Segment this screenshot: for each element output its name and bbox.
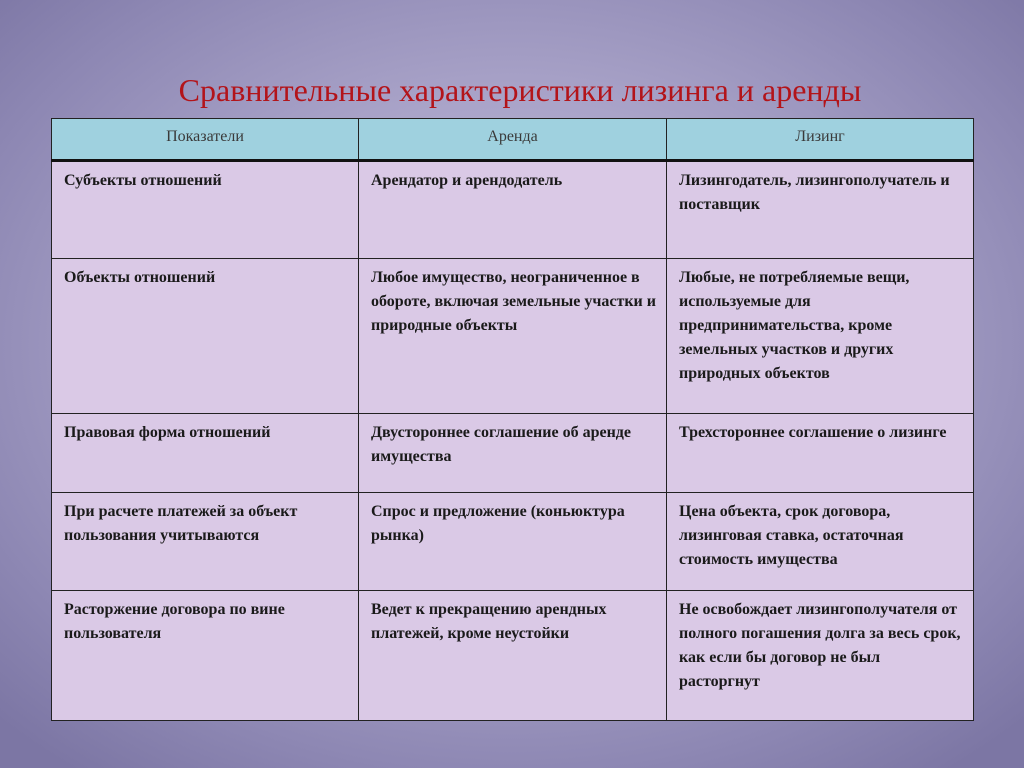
table-row: [52, 414, 974, 493]
rent-cell: Арендатор и арендодатель: [359, 161, 667, 259]
row-label: Расторжение договора по вине пользователя: [52, 591, 359, 721]
row-label: Объекты отношений: [52, 259, 359, 414]
table-row: [52, 259, 974, 414]
row-label: Субъекты отношений: [52, 161, 359, 259]
table-header-row: [52, 119, 974, 161]
slide-title: Сравнительные характеристики лизинга и аренды: [178, 72, 862, 108]
leasing-cell: Любые, не потребляемые вещи, используемые для предпринимательства, кроме земельных участков и других природных объектов: [667, 259, 974, 414]
leasing-cell: Не освобождает лизингополучателя от полного погашения долга за весь срок, как если бы договор не был расторгнут: [667, 591, 974, 721]
leasing-cell: Цена объекта, срок договора, лизинговая ставка, остаточная стоимость имущества: [667, 493, 974, 591]
rent-cell: Спрос и предложение (коньюктура рынка): [359, 493, 667, 591]
table-row: [52, 493, 974, 591]
leasing-cell: Трехстороннее соглашение о лизинге: [667, 414, 974, 493]
leasing-cell: Лизингодатель, лизингополучатель и поставщик: [667, 161, 974, 259]
comparison-table: [51, 118, 974, 721]
rent-cell: Двустороннее соглашение об аренде имущества: [359, 414, 667, 493]
rent-cell: Любое имущество, неограниченное в обороте, включая земельные участки и природные объекты: [359, 259, 667, 414]
header-leasing: Лизинг: [667, 119, 974, 161]
table-row: [52, 591, 974, 721]
header-indicators: Показатели: [52, 119, 359, 161]
table-row: [52, 161, 974, 259]
row-label: При расчете платежей за объект пользования учитываются: [52, 493, 359, 591]
row-label: Правовая форма отношений: [52, 414, 359, 493]
header-rent: Аренда: [359, 119, 667, 161]
rent-cell: Ведет к прекращению арендных платежей, кроме неустойки: [359, 591, 667, 721]
